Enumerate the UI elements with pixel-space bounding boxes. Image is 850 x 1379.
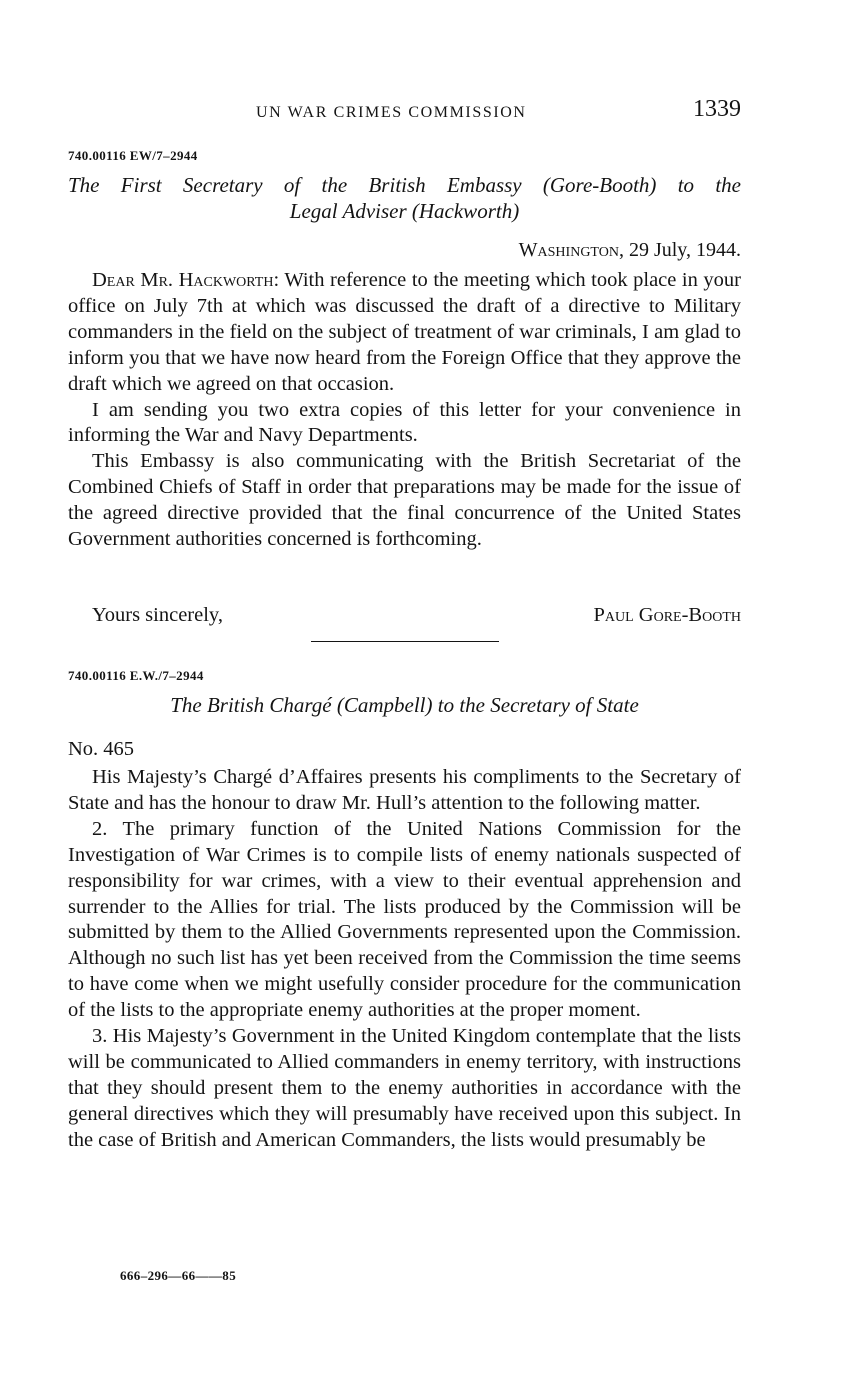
section-divider: [311, 641, 499, 642]
letter-paragraph-3: This Embassy is also communicating with the British Secretariat of the Combined Chiefs of Staff in order that preparations may be made for the issue of the agreed directive provided that the final concurrence of the United States Government authorities concerned is forthcoming.: [68, 450, 741, 551]
dateline-city: Washington: [518, 239, 619, 261]
file-number-1: 740.00116 EW/7–2944: [68, 148, 198, 163]
letter-body: [68, 268, 741, 553]
document-title-1-line-1: The First Secretary of the British Embassy (Gore-Booth) to the: [68, 173, 741, 197]
letter-paragraph-2: I am sending you two extra copies of this letter for your convenience in informing the War and Navy Departments.: [68, 398, 741, 447]
letter-closing: [92, 604, 741, 630]
dateline-date: , 29 July, 1944.: [618, 239, 741, 261]
salutation: Dear Mr. Hackworth: [92, 269, 274, 291]
complimentary-close: Yours sincerely,: [92, 604, 223, 626]
running-head: UN WAR CRIMES COMMISSION: [256, 104, 527, 121]
page-header: [68, 96, 741, 128]
note-paragraph-2: 2. The primary function of the United Nations Commission for the Investigation of War Crimes is to compile lists of enemy nationals suspected of responsibility for war crimes, with a view to their eventual apprehension and surrender to the Allies for trial. The lists produced by the Commission will be submitted by them to the Allied Governments represented upon the Commission. Although no such list has yet been received from the Commission the time seems to have come when we might usefully consider procedure for the communication of the lists to the appropriate enemy authorities at the proper moment.: [68, 817, 741, 1022]
document-title-2: The British Chargé (Campbell) to the Secretary of State: [170, 693, 639, 717]
file-number-2: 740.00116 E.W./7–2944: [68, 668, 204, 683]
page-number: 1339: [693, 96, 741, 122]
dateline: [519, 239, 741, 262]
letter-paragraph-1-text: : With reference to the meeting which took place in your office on July 7th at which was discussed the draft of a directive to Military commanders in the field on the subject of treatment of war criminals, I am glad to inform you that we have now heard from the Foreign Office that they approve the draft which we agreed on that occasion.: [68, 269, 741, 395]
note-number: No. 465: [68, 738, 135, 760]
note-body: [68, 765, 741, 1154]
print-code: 666–296—66——85: [120, 1268, 237, 1283]
note-paragraph-3: 3. His Majesty’s Government in the United Kingdom contemplate that the lists will be communicated to Allied commanders in enemy territory, with instructions that they should present them to the enemy authorities in accordance with the general directives which they will presumably have received upon this subject. In the case of British and American Commanders, the lists would presumably be: [68, 1025, 741, 1151]
document-title-1-line-2: Legal Adviser (Hackworth): [289, 199, 520, 223]
signature: Paul Gore-Booth: [593, 604, 741, 626]
letter-paragraph-1: [68, 268, 741, 398]
note-paragraph-1: His Majesty’s Chargé d’Affaires presents his compliments to the Secretary of State and has the honour to draw Mr. Hull’s attention to the following matter.: [68, 766, 741, 814]
